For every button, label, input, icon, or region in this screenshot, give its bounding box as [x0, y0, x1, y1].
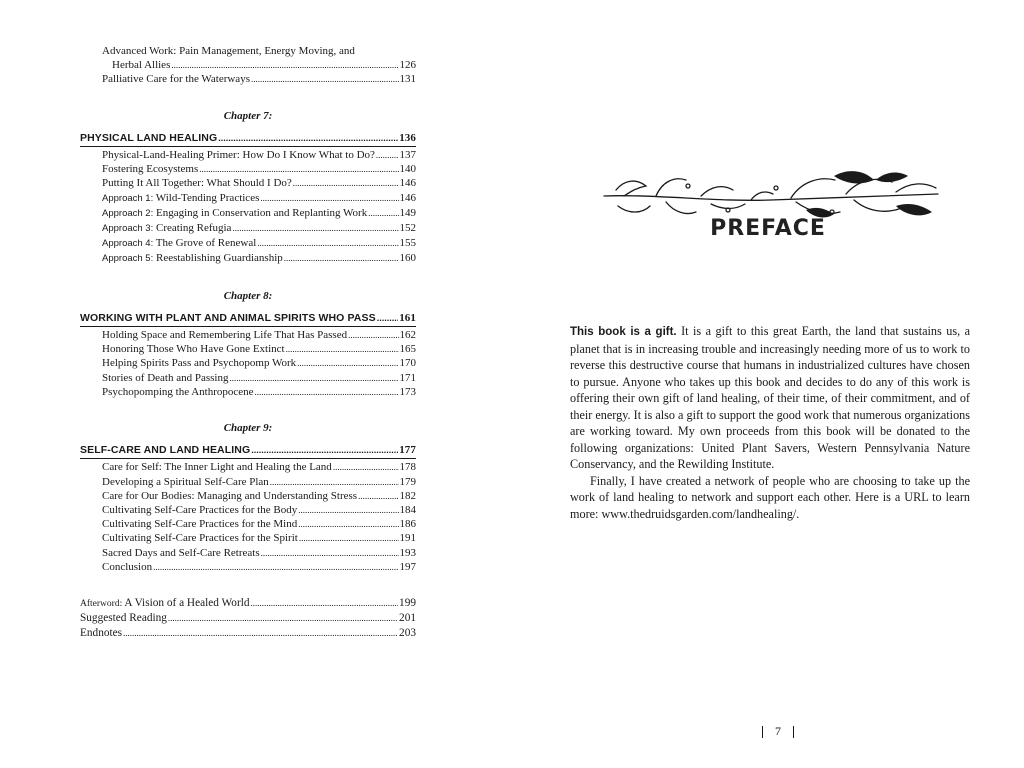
page-number [750, 724, 806, 739]
entry-title-text: Helping Spirits Pass and Psychopomp Work [102, 357, 297, 370]
toc-entry [80, 371, 416, 385]
entry-title-text: Care for Our Bodies: Managing and Understanding Stress [102, 489, 358, 502]
preface-body [570, 323, 970, 522]
toc-entry-title [102, 475, 269, 489]
dot-leader [377, 311, 399, 325]
toc-page-number: 152 [399, 222, 416, 235]
toc-entry [80, 328, 416, 342]
toc-entry-title [102, 251, 283, 266]
toc-entry [80, 475, 416, 489]
entry-prefix: Approach 1: [102, 192, 154, 204]
toc-entry-title [102, 191, 259, 206]
entry-title-text: Endnotes [80, 626, 123, 639]
table-of-contents [80, 44, 416, 640]
preface-paragraph: Finally, I have created a network of people who are choosing to take up the work of land healing to network and support each other. Here is a URL to learn more: www.thedruidsgarden.com/landhealing/. [570, 473, 970, 521]
dot-leader [153, 560, 398, 574]
paragraph-text: It is a gift to this great Earth, the land that sustains us, a planet that is in increasing trouble and increasingly needing more of us to work to reverse this destructive course that humans in industrialized cultures have chosen to pursue. Anyone who takes up this book and decides to do any of this work is offering their own gift of land healing, of their time, of their commitment, and of their energy. It is also a gift to support the good work that numerous organizations are working toward. My own proceeds from this book will be donated to the following organizations: United Plant Savers, Western Pennsylvania Nature Conservancy, and the Rewilding Institute. [570, 324, 970, 471]
toc-entry-title [102, 328, 347, 342]
dot-leader [229, 371, 398, 385]
dot-leader [348, 328, 398, 342]
toc-entry-title [80, 443, 250, 457]
toc-page-number: 137 [399, 149, 416, 162]
toc-page-number: 146 [399, 191, 416, 204]
toc-entry-title [80, 611, 167, 625]
lead-sentence: This book is a gift. [570, 326, 677, 338]
entry-title-text: Cultivating Self-Care Practices for the Body [102, 504, 298, 517]
dot-leader [123, 626, 398, 640]
toc-entry-title [80, 626, 122, 640]
toc-entry-title [102, 385, 254, 399]
toc-entry-title: Palliative Care for the Waterways [102, 73, 250, 86]
entry-title-text: WORKING WITH PLANT AND ANIMAL SPIRITS WHO PASS [80, 311, 376, 324]
toc-page-number: 126 [399, 59, 416, 72]
toc-entry-title [80, 596, 250, 611]
entry-title-text: Fostering Ecosystems [102, 163, 199, 176]
entry-title-text: Psychopomping the Anthropocene [102, 385, 254, 398]
dot-leader [297, 356, 398, 370]
chapter-heading [80, 443, 416, 459]
toc-entry [80, 560, 416, 574]
dot-leader [218, 131, 398, 145]
toc-chapters [80, 109, 416, 574]
dot-leader [168, 611, 398, 625]
toc-page-number: 199 [399, 597, 416, 610]
folio-rule [793, 726, 794, 738]
toc-entry-title [102, 148, 375, 162]
toc-entry-title [80, 131, 217, 145]
dot-leader [284, 251, 399, 265]
entry-title-text: The Grove of Renewal [155, 237, 257, 250]
entry-prefix: Approach 2: [102, 207, 154, 219]
toc-entry-title [102, 356, 296, 370]
toc-entry [80, 44, 416, 58]
toc-entry [80, 596, 416, 611]
dot-leader [232, 221, 398, 235]
dot-leader [286, 342, 399, 356]
toc-entry-title [102, 206, 367, 221]
toc-page-number: 184 [399, 504, 416, 517]
toc-page-number: 165 [399, 343, 416, 356]
entry-title-text: A Vision of a Healed World [124, 597, 250, 610]
dot-leader [376, 148, 399, 162]
dot-leader [368, 206, 398, 220]
toc-entry-title [102, 531, 298, 545]
toc-page-number: 170 [399, 357, 416, 370]
chapter-label: Chapter 8: [223, 289, 273, 302]
entry-title-text: Putting It All Together: What Should I Do? [102, 177, 292, 190]
toc-page-number: 149 [399, 206, 416, 219]
toc-entry-title [102, 162, 198, 176]
toc-entry-title [102, 560, 152, 574]
entry-title-text: Cultivating Self-Care Practices for the Mind [102, 518, 298, 531]
toc-entry-title [102, 236, 256, 251]
toc-entry [80, 460, 416, 474]
toc-entry [80, 176, 416, 190]
entry-title-text: PHYSICAL LAND HEALING [80, 131, 218, 144]
folio-rule [762, 726, 763, 738]
dot-leader [251, 72, 399, 86]
chapter-label: Chapter 9: [223, 422, 273, 435]
toc-entry [80, 206, 416, 221]
entry-title-text: Sacred Days and Self-Care Retreats [102, 546, 260, 559]
toc-entry-title [102, 503, 297, 517]
toc-page-number: 193 [399, 546, 416, 559]
toc-page-number: 160 [399, 252, 416, 265]
chapter-heading [80, 131, 416, 147]
toc-page-number: 203 [399, 626, 416, 639]
toc-entry-title [80, 311, 376, 325]
toc-entry [80, 148, 416, 162]
dot-leader [199, 162, 398, 176]
toc-page-number: 140 [399, 163, 416, 176]
dot-leader [333, 460, 399, 474]
toc-page-number: 131 [399, 73, 416, 86]
toc-entry [80, 72, 416, 86]
toc-entry [80, 162, 416, 176]
toc-entry [80, 356, 416, 370]
entry-title-text: Reestablishing Guardianship [155, 252, 283, 265]
entry-title-text: Physical-Land-Healing Primer: How Do I Know What to Do? [102, 149, 375, 162]
dot-leader [255, 385, 399, 399]
entry-title-text: Honoring Those Who Have Gone Extinct [102, 343, 285, 356]
toc-entry [80, 236, 416, 251]
toc-entry [80, 191, 416, 206]
toc-entry [80, 489, 416, 503]
toc-entry-title [102, 517, 297, 531]
toc-entry [80, 385, 416, 399]
toc-entry [80, 626, 416, 640]
entry-prefix: Approach 5: [102, 253, 154, 265]
entry-title-text: Developing a Spiritual Self-Care Plan [102, 475, 269, 488]
toc-entry [80, 251, 416, 266]
toc-entry [80, 531, 416, 545]
entry-title-text: Stories of Death and Passing [102, 371, 229, 384]
toc-entry-title: Advanced Work: Pain Management, Energy Moving, and [102, 45, 355, 57]
toc-entry [80, 517, 416, 531]
toc-page-number: 171 [399, 371, 416, 384]
toc-entry-title [102, 371, 228, 385]
dot-leader [257, 236, 398, 250]
toc-entry-title [102, 460, 332, 474]
chapter-heading [80, 311, 416, 327]
toc-page-number: 179 [399, 475, 416, 488]
toc-entry [80, 611, 416, 625]
entry-title-text: Holding Space and Remembering Life That Has Passed [102, 329, 348, 342]
toc-page-number: 161 [399, 311, 416, 324]
folio-number: 7 [775, 724, 781, 738]
dot-leader [358, 489, 398, 503]
toc-entry [80, 342, 416, 356]
toc-page-number: 155 [399, 237, 416, 250]
entry-title-text: Cultivating Self-Care Practices for the Spirit [102, 532, 298, 545]
toc-page-number: 146 [399, 177, 416, 190]
toc-entry-title [102, 342, 285, 356]
toc-page-number: 197 [399, 560, 416, 573]
dot-leader [293, 176, 399, 190]
entry-prefix: Afterword: [80, 599, 123, 610]
dot-leader [270, 475, 399, 489]
toc-page-number: 186 [399, 518, 416, 531]
toc-page-number: 182 [399, 489, 416, 502]
dot-leader [171, 58, 398, 72]
entry-title-text: SELF-CARE AND LAND HEALING [80, 444, 251, 457]
dot-leader [261, 546, 399, 560]
toc-entry [80, 58, 416, 72]
toc-page-number: 201 [399, 612, 416, 625]
entry-title-text: Wild-Tending Practices [155, 191, 260, 204]
toc-entry-title: Herbal Allies [112, 59, 171, 72]
preface-paragraph [570, 323, 970, 473]
page-title: PREFACE [710, 216, 826, 241]
toc-page-number: 178 [399, 461, 416, 474]
dot-leader [260, 191, 398, 205]
chapter-label: Chapter 7: [223, 109, 273, 122]
entry-prefix: Approach 3: [102, 223, 154, 235]
toc-page-number: 177 [399, 444, 416, 457]
toc-page-number: 173 [399, 385, 416, 398]
entry-title-text: Care for Self: The Inner Light and Healing the Land [102, 461, 332, 474]
dot-leader [251, 443, 398, 457]
toc-entry-title [102, 176, 292, 190]
entry-title-text: Suggested Reading [80, 612, 167, 625]
entry-prefix: Approach 4: [102, 238, 154, 250]
toc-entry [80, 503, 416, 517]
right-page [512, 0, 1024, 768]
dot-leader [298, 517, 398, 531]
toc-page-number: 191 [399, 532, 416, 545]
toc-page-number: 136 [399, 131, 416, 144]
toc-entry-title [102, 221, 231, 236]
toc-endmatter [80, 596, 416, 640]
toc-entry-title [102, 489, 357, 503]
toc-entry [80, 546, 416, 560]
toc-entry [80, 221, 416, 236]
entry-title-text: Engaging in Conservation and Replanting Work [155, 206, 368, 219]
toc-entry-title [102, 546, 260, 560]
entry-title-text: Creating Refugia [155, 222, 232, 235]
dot-leader [298, 503, 398, 517]
dot-leader [251, 596, 399, 610]
dot-leader [299, 531, 399, 545]
toc-page-number: 162 [399, 329, 416, 342]
entry-title-text: Conclusion [102, 560, 153, 573]
